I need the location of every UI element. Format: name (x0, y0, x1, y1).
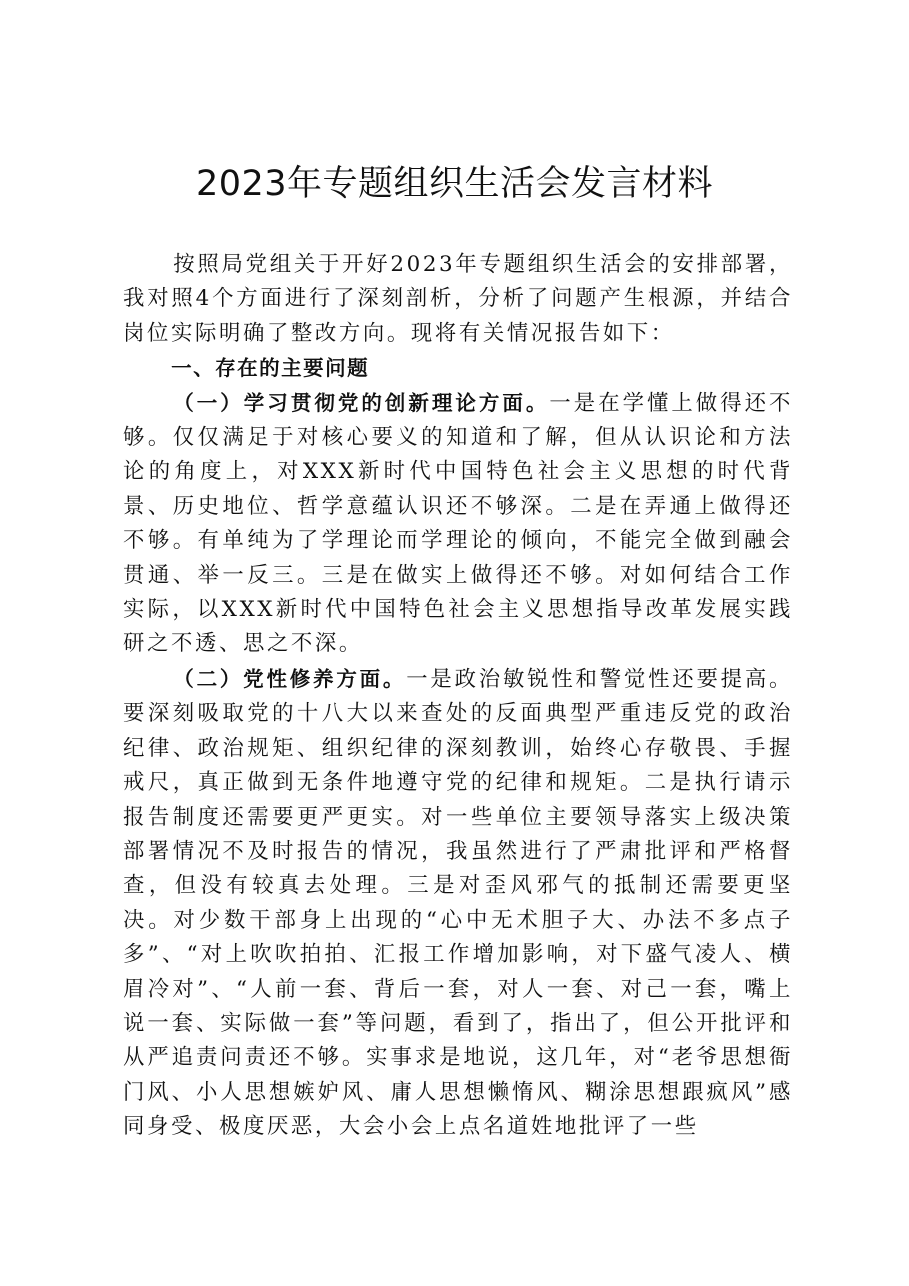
paragraph-lead: （二）党性修养方面。 (173, 666, 407, 691)
document-body (123, 248, 793, 1145)
paragraph-text: 一是政治敏锐性和警觉性还要提高。要深刻吸取党的十八大以来查处的反面典型严重违反党的政治纪律、政治规矩、组织纪律的深刻教训，始终心存敬畏、手握戒尺，真正做到无条件地遵守党的纪律和规矩。二是执行请示报告制度还需要更严更实。对一些单位主要领导落实上级决策部署情况不及时报告的情况，我虽然进行了严肃批评和严格督查，但没有较真去处理。三是对歪风邪气的抵制还需要更坚决。对少数干部身上出现的“心中无术胆子大、办法不多点子多”、“对上吹吹拍拍、汇报工作增加影响，对下盛气凌人、横眉冷对”、“人前一套、背后一套，对人一套、对己一套，嘴上说一套、实际做一套”等问题，看到了，指出了，但公开批评和从严追责问责还不够。实事求是地说，这几年，对“老爷思想衙门风、小人思想嫉妒风、庸人思想懒惰风、糊涂思想跟疯风”感同身受、极度厌恶，大会小会上点名道姓地批评了一些 (123, 666, 794, 1140)
document-title: 2023年专题组织生活会发言材料 (195, 164, 714, 204)
section-heading: 一、存在的主要问题 (171, 356, 370, 381)
paragraph-lead: （一）学习贯彻党的创新理论方面。 (173, 390, 550, 415)
paragraph-text: 一是在学懂上做得还不够。仅仅满足于对核心要义的知道和了解，但从认识论和方法论的角度上，对XXX新时代中国特色社会主义思想的时代背景、历史地位、哲学意蕴认识还不够深。二是在弄通上做得还不够。有单纯为了学理论而学理论的倾向，不能完全做到融会贯通、举一反三。三是在做实上做得还不够。对如何结合工作实际，以XXX新时代中国特色社会主义思想指导改革发展实践研之不透、思之不深。 (123, 390, 793, 657)
paragraph-item-1 (123, 386, 793, 662)
intro-paragraph: 按照局党组关于开好2023年专题组织生活会的安排部署，我对照4个方面进行了深刻剖析，分析了问题产生根源，并结合岗位实际明确了整改方向。现将有关情况报告如下： (123, 252, 793, 346)
paragraph-item-2 (123, 662, 793, 1145)
